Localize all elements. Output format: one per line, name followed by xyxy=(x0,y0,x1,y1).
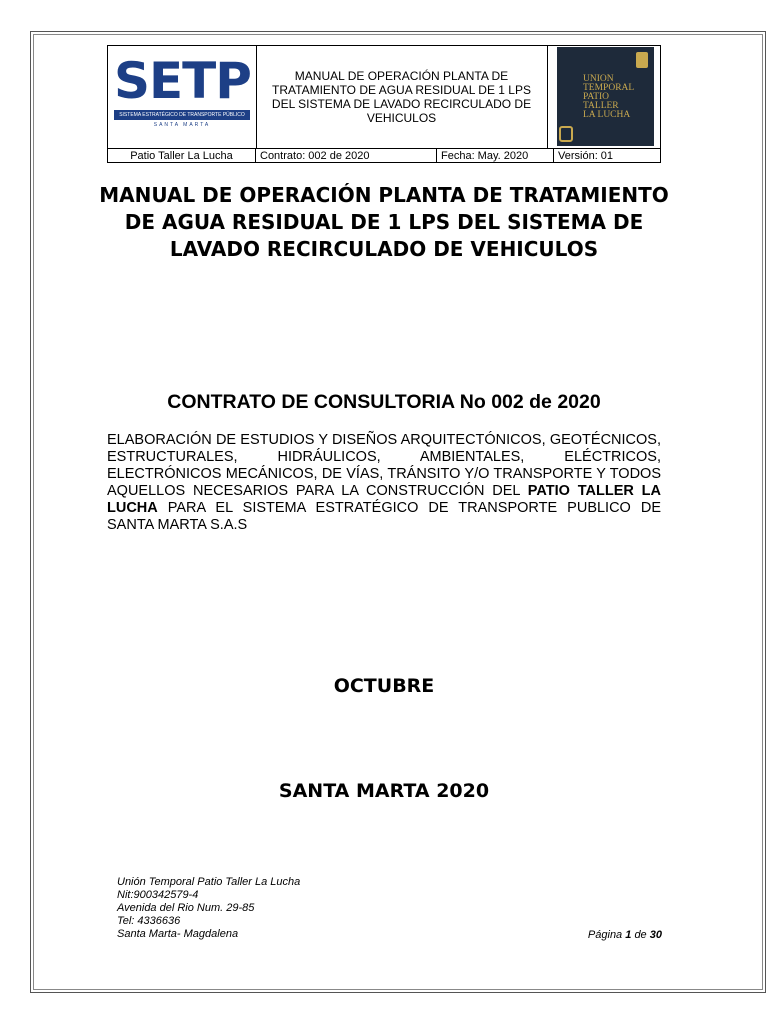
union-temporal-logo xyxy=(557,47,654,146)
bus-icon xyxy=(559,126,573,142)
header-version: Versión: 01 xyxy=(558,150,614,162)
document-header-table xyxy=(107,45,661,163)
header-contract: Contrato: 002 de 2020 xyxy=(256,149,437,163)
union-temporal-logo-text: UNION TEMPORAL PATIO TALLER LA LUCHA xyxy=(583,74,635,120)
header-title: MANUAL DE OPERACIÓN PLANTA DE TRATAMIENTO DE AGUA RESIDUAL DE 1 LPS DEL SISTEMA DE LAVADO RECIRCULADO DE VEHICULOS xyxy=(256,46,548,148)
contract-heading: CONTRATO DE CONSULTORIA No 002 de 2020 xyxy=(167,391,601,413)
bottle-icon xyxy=(636,52,648,68)
contract-description: ELABORACIÓN DE ESTUDIOS Y DISEÑOS ARQUITECTÓNICOS, GEOTÉCNICOS, ESTRUCTURALES, HIDRÁULICOS, AMBIENTALES, ELÉCTRICOS, ELECTRÓNICOS MECÁNICOS, DE VÍAS, TRÁNSITO Y/O TRANSPORTE Y TODOS AQUELLOS NECESARIOS PARA LA CONSTRUCCIÓN DEL PATIO TALLER LA LUCHA PARA EL SISTEMA ESTRATÉGICO DE TRANSPORTE PUBLICO DE SANTA MARTA S.A.S xyxy=(107,432,661,533)
union-temporal-logo-cell xyxy=(548,46,660,148)
header-date: Fecha: May. 2020 xyxy=(437,149,554,163)
document-title: MANUAL DE OPERACIÓN PLANTA DE TRATAMIENTO DE AGUA RESIDUAL DE 1 LPS DEL SISTEMA DE LAVADO RECIRCULADO DE VEHICULOS xyxy=(99,183,669,261)
setp-logo-text: SETP xyxy=(114,52,251,110)
setp-logo xyxy=(114,52,251,128)
document-month: OCTUBRE xyxy=(333,675,435,697)
setp-logo-tagline: SISTEMA ESTRATÉGICO DE TRANSPORTE PÚBLICO xyxy=(114,110,250,120)
header-info-row xyxy=(108,148,660,163)
page-number: Página 1 de 30 xyxy=(587,929,662,941)
header-project: Patio Taller La Lucha xyxy=(108,149,256,163)
document-city-year: SANTA MARTA 2020 xyxy=(278,780,490,802)
footer-contact: Unión Temporal Patio Taller La Lucha Nit:900342579-4 Avenida del Rio Num. 29-85 Tel: 4336636 Santa Marta- Magdalena xyxy=(117,876,301,940)
setp-logo-city: SANTA MARTA xyxy=(153,122,211,128)
project-name-bold: PATIO TALLER LA LUCHA xyxy=(107,483,661,516)
setp-logo-cell xyxy=(108,46,257,148)
